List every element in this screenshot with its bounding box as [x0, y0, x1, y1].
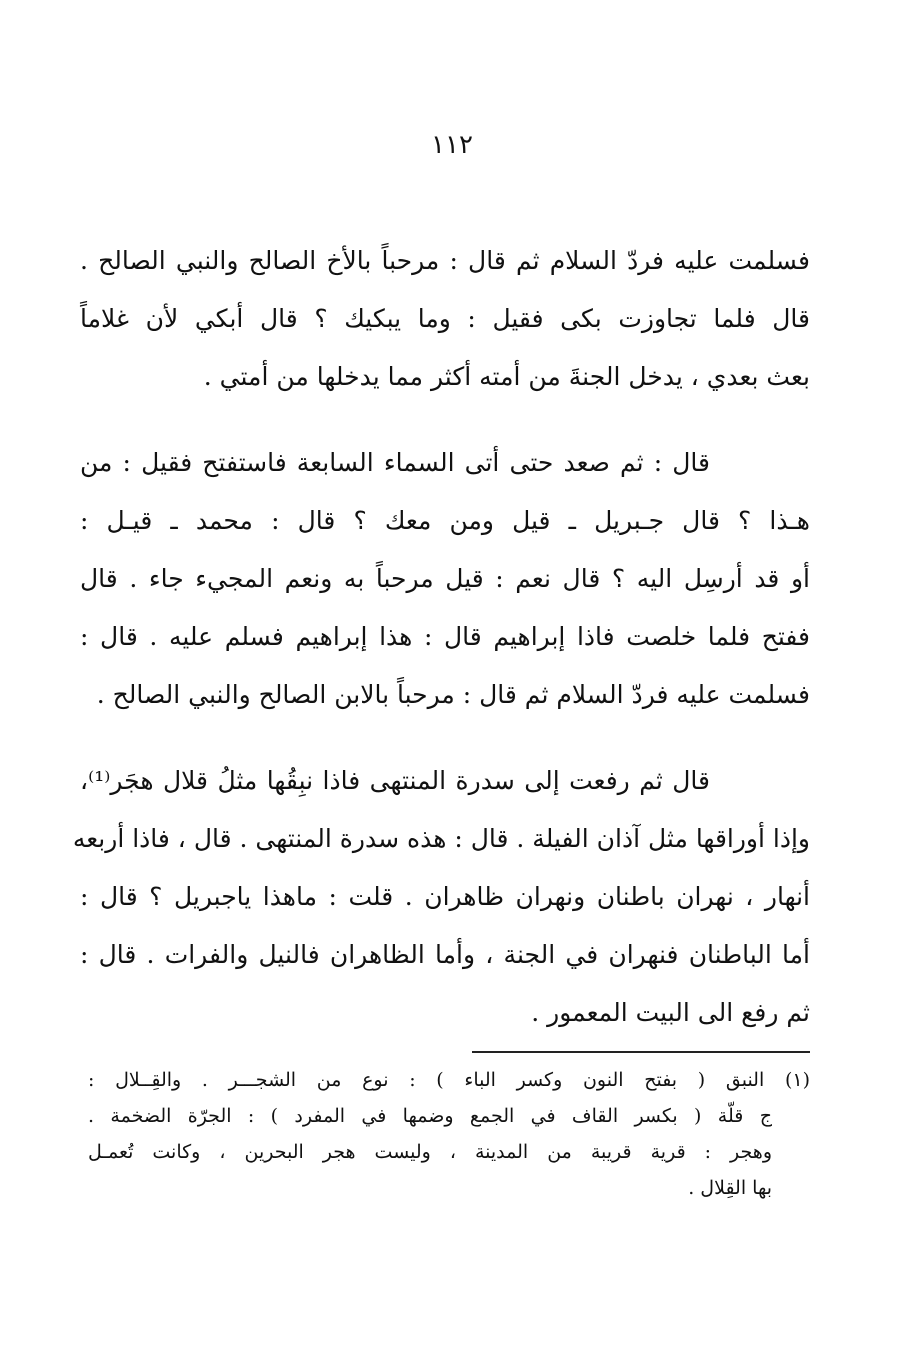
paragraph	[80, 232, 810, 406]
text-line: قال ثم رفعت إلى سدرة المنتهى فاذا نبِقُها مثلُ قلال هجَر⁽¹⁾،	[80, 766, 711, 795]
footnote-line: (١) النبق ( بفتح النون وكسر الباء ) : نوع من الشجـــر . والقِــلال :	[88, 1069, 810, 1091]
footnote-line: وهجر : قرية قريبة من المدينة ، وليست هجر البحرين ، وكانت تُعمـل	[88, 1141, 772, 1163]
page-number: ١١٢	[431, 130, 473, 160]
paragraph	[80, 434, 810, 724]
paragraph-gap	[80, 724, 810, 752]
text-line: قال : ثم صعد حتى أتى السماء السابعة فاستفتح فقيل : من	[80, 448, 710, 477]
text-line: وإذا أوراقها مثل آذان الفيلة . قال : هذه سدرة المنتهى . قال ، فاذا أربعه	[72, 824, 810, 853]
text-line: بعث بعدي ، يدخل الجنةَ من أمته أكثر مما يدخلها من أمتي .	[203, 362, 810, 391]
body-text	[72, 232, 810, 1042]
footnote-line: بها القِلال .	[688, 1177, 772, 1199]
paragraph	[72, 752, 810, 1042]
text-line: أنهار ، نهران باطنان ونهران ظاهران . قلت : ماهذا ياجبريل ؟ قال :	[80, 882, 810, 911]
text-line: ثم رفع الى البيت المعمور .	[531, 998, 810, 1027]
footnote	[88, 1062, 810, 1206]
text-line: فسلمت عليه فردّ السلام ثم قال : مرحباً بالأخ الصالح والنبي الصالح .	[80, 246, 810, 275]
text-line: أو قد أرسِل اليه ؟ قال نعم : قيل مرحباً به ونعم المجيء جاء . قال	[80, 564, 810, 593]
text-line: هـذا ؟ قال جـبريل ـ قيل ومن معك ؟ قال : محمد ـ قيـل :	[80, 506, 810, 535]
footnote-divider	[472, 1051, 810, 1053]
text-line: قال فلما تجاوزت بكى فقيل : وما يبكيك ؟ قال أبكي لأن غلاماً	[80, 304, 810, 333]
text-line: ففتح فلما خلصت فاذا إبراهيم قال : هذا إبراهيم فسلم عليه . قال :	[80, 622, 810, 651]
footnotes	[88, 1062, 810, 1206]
footnote-line: ج قلّة ( بكسر القاف في الجمع وضمها في المفرد ) : الجرّة الضخمة .	[88, 1105, 772, 1127]
text-line: أما الباطنان فنهران في الجنة ، وأما الظاهران فالنيل والفرات . قال :	[80, 940, 810, 969]
text-line: فسلمت عليه فردّ السلام ثم قال : مرحباً بالابن الصالح والنبي الصالح .	[96, 680, 810, 709]
paragraph-gap	[80, 406, 810, 434]
